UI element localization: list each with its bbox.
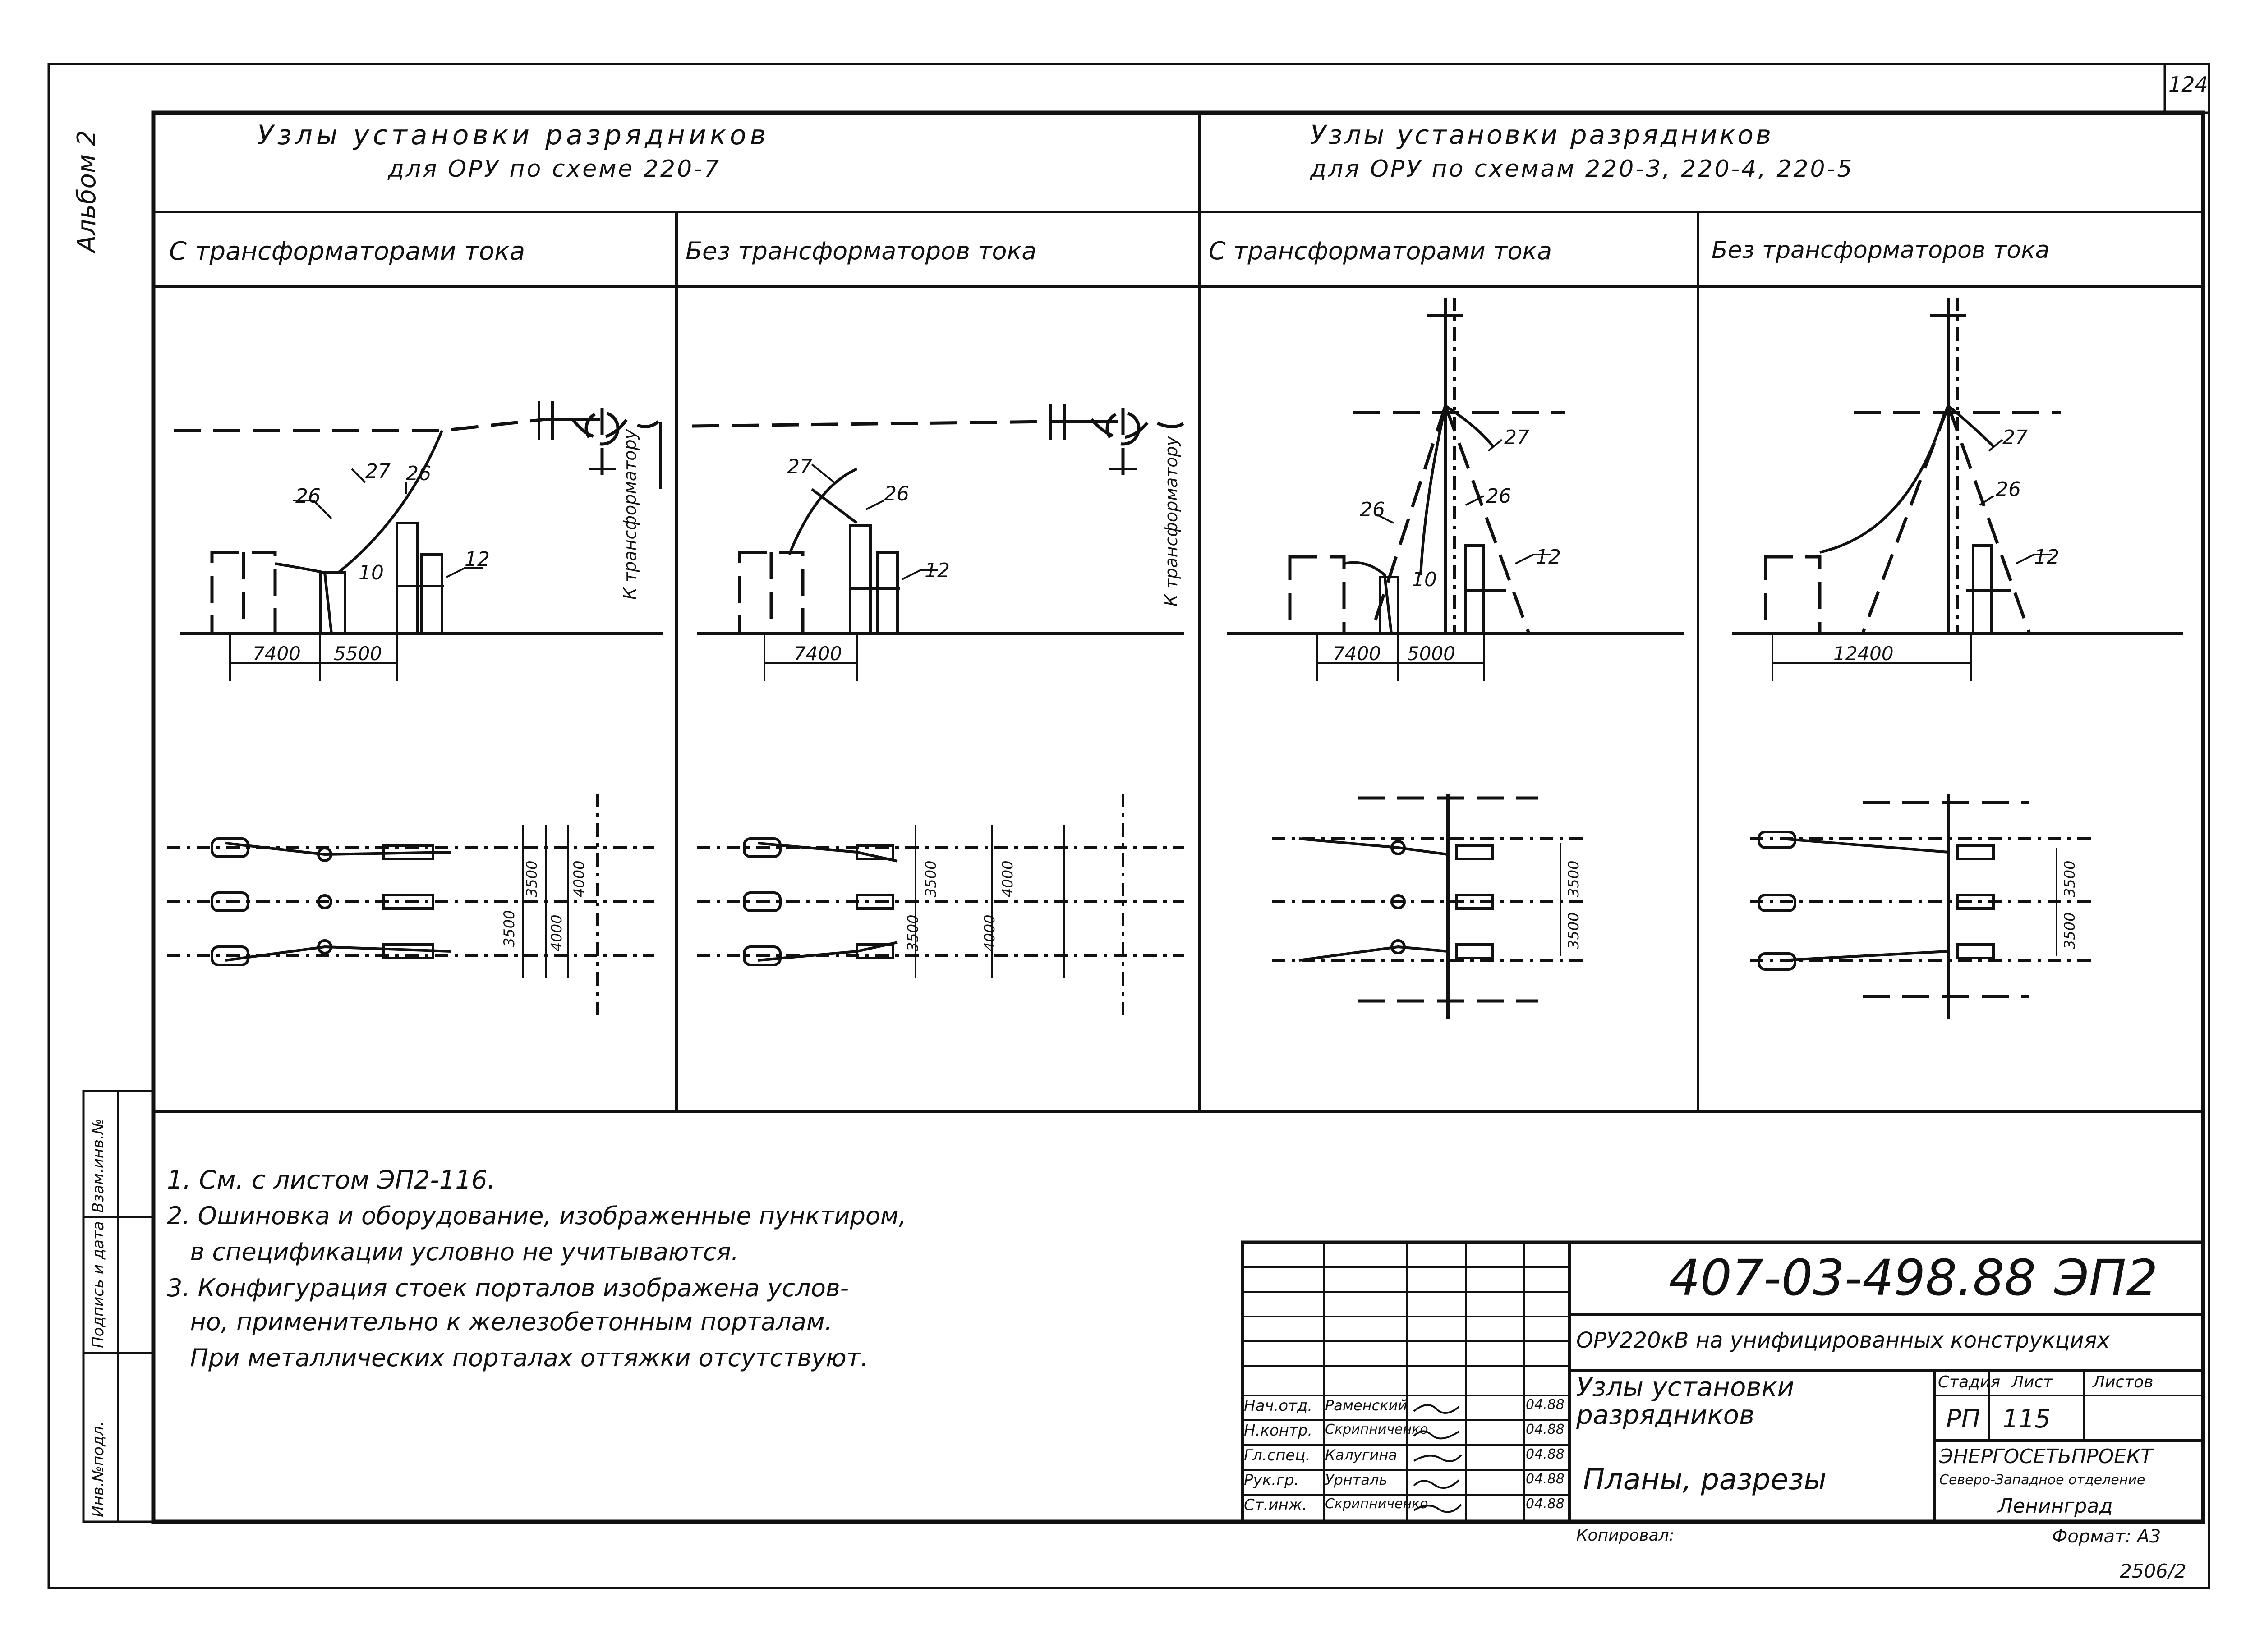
sheet-header: Лист (2011, 1373, 2053, 1391)
s1-plan-dim-b: 3500 (523, 860, 540, 897)
sig-role-2: Н.контр. (1244, 1422, 1313, 1440)
s3-label-12: 12 (1536, 546, 1561, 569)
s3-plan-dim-b: 3500 (1565, 860, 1582, 897)
sheet-title: Узлы установки разрядников (1576, 1372, 1795, 1430)
s3-label-27: 27 (1504, 426, 1529, 449)
section-3-plan (1272, 794, 1588, 1019)
organization-3: Ленинград (1998, 1495, 2113, 1518)
s1-label-26b: 26 (406, 462, 431, 485)
s4-label-26: 26 (1996, 478, 2021, 501)
left-header-title-1: Узлы установки разрядников (257, 119, 770, 151)
sig-name-2: Скрипниченко (1325, 1422, 1428, 1437)
organization-2: Северо-Западное отделение (1939, 1472, 2145, 1488)
sig-role-4: Рук.гр. (1244, 1471, 1299, 1489)
sig-name-5: Скрипниченко (1325, 1496, 1428, 1512)
album-label: Альбом 2 (72, 130, 101, 252)
sig-name-3: Калугина (1325, 1446, 1397, 1464)
project-name: ОРУ220кВ на унифицированных конструкциях (1576, 1328, 2110, 1353)
copied-by: Копировал: (1576, 1526, 1675, 1545)
organization-1: ЭНЕРГОСЕТЬПРОЕКТ (1939, 1445, 2153, 1468)
sig-date-1: 04.88 (1526, 1397, 1565, 1413)
sig-role-5: Ст.инж. (1244, 1496, 1307, 1514)
section-2-plan (697, 794, 1184, 1019)
s2-plan-dim-c: 4000 (981, 914, 998, 951)
note-2: 2. Ошиновка и оборудование, изображенные пунктиром, (167, 1202, 907, 1230)
sheets-header: Листов (2093, 1373, 2154, 1391)
stage-value: РП (1946, 1404, 1980, 1434)
sheet-code: ЭП2 (2054, 1249, 2158, 1307)
s3-dim-5000: 5000 (1407, 642, 1455, 665)
s2-plan-dim-a: 3500 (904, 914, 921, 951)
footer-code: 2506/2 (2120, 1560, 2186, 1582)
section-1-elevation (174, 401, 663, 681)
column-title-3: С трансформаторами тока (1209, 237, 1552, 265)
stage-header: Стадия (1938, 1373, 2001, 1391)
sig-name-1: Раменский (1325, 1397, 1408, 1414)
s3-plan-dim-a: 3500 (1565, 912, 1582, 949)
side-stamp-signature-date: Подпись и дата (89, 1221, 107, 1348)
left-header-title-2: для ОРУ по схеме 220-7 (388, 156, 721, 183)
side-stamp-inv-podl: Инв.№подл. (89, 1421, 107, 1517)
note-3-cont: но, применительно к железобетонным порталам. (167, 1308, 833, 1336)
s1-plan-dim-d: 4000 (571, 860, 588, 897)
s3-label-26b: 26 (1486, 485, 1511, 508)
s4-dim-12400: 12400 (1833, 642, 1894, 665)
section-4-plan (1750, 794, 2097, 1019)
format-label: Формат: А3 (2052, 1526, 2161, 1547)
s4-plan-dim-a: 3500 (2061, 912, 2078, 949)
s1-label-12: 12 (465, 548, 490, 571)
s4-label-12: 12 (2034, 546, 2059, 569)
s2-plan-dim-d: 4000 (999, 860, 1016, 897)
page-number: 124 (2168, 72, 2208, 96)
side-stamp-vzam-inv: Взам.инв.№ (89, 1118, 107, 1213)
section-3-elevation (1227, 298, 1684, 681)
s2-label-12: 12 (925, 559, 950, 582)
s4-label-27: 27 (2002, 426, 2028, 449)
sig-date-3: 04.88 (1526, 1446, 1565, 1462)
s2-dim-7400: 7400 (794, 642, 842, 665)
column-title-4: Без трансформаторов тока (1712, 237, 2050, 264)
sig-role-1: Нач.отд. (1244, 1397, 1313, 1415)
signature-marks (1409, 1395, 1466, 1522)
s3-dim-7400: 7400 (1333, 642, 1381, 665)
sig-role-3: Гл.спец. (1244, 1446, 1311, 1464)
s1-label-10: 10 (359, 561, 384, 584)
sheet-subtitle: Планы, разрезы (1583, 1463, 1827, 1496)
s1-plan-dim-c: 4000 (548, 914, 565, 951)
s1-label-27: 27 (365, 460, 391, 483)
note-3: 3. Конфигурация стоек порталов изображена услов- (167, 1274, 849, 1302)
sheet-value: 115 (2002, 1404, 2051, 1434)
s2-side-note: К трансформатору (1161, 436, 1181, 606)
s4-plan-dim-b: 3500 (2061, 860, 2078, 897)
s3-label-10: 10 (1412, 568, 1437, 591)
sig-date-4: 04.88 (1526, 1471, 1565, 1487)
s1-plan-dim-a: 3500 (501, 910, 518, 947)
s1-label-26a: 26 (295, 485, 321, 508)
s1-side-note: К трансформатору (620, 429, 640, 600)
sig-name-4: Урнталь (1325, 1471, 1388, 1488)
section-4-elevation (1732, 298, 2183, 681)
section-2-elevation (692, 404, 1186, 681)
right-header-title-1: Узлы установки разрядников (1310, 119, 1774, 150)
column-title-1: С трансформаторами тока (169, 237, 525, 266)
s1-dim-7400: 7400 (253, 642, 301, 665)
doc-code: 407-03-498.88 (1669, 1249, 2036, 1307)
sig-date-2: 04.88 (1526, 1422, 1565, 1437)
s3-label-26a: 26 (1360, 498, 1385, 521)
s2-label-26: 26 (884, 482, 909, 505)
s2-plan-dim-b: 3500 (922, 860, 939, 897)
note-1: 1. См. с листом ЭП2-116. (167, 1166, 496, 1195)
s2-label-27: 27 (787, 455, 812, 478)
column-title-2: Без трансформаторов тока (686, 237, 1037, 265)
note-2-cont: в спецификации условно не учитываются. (167, 1238, 739, 1266)
s1-dim-5500: 5500 (334, 642, 382, 665)
note-3-cont2: При металлических порталах оттяжки отсутствуют. (167, 1344, 869, 1372)
section-1-plan (167, 794, 654, 1019)
sig-date-5: 04.88 (1526, 1496, 1565, 1512)
right-header-title-2: для ОРУ по схемам 220-3, 220-4, 220-5 (1310, 156, 1854, 183)
